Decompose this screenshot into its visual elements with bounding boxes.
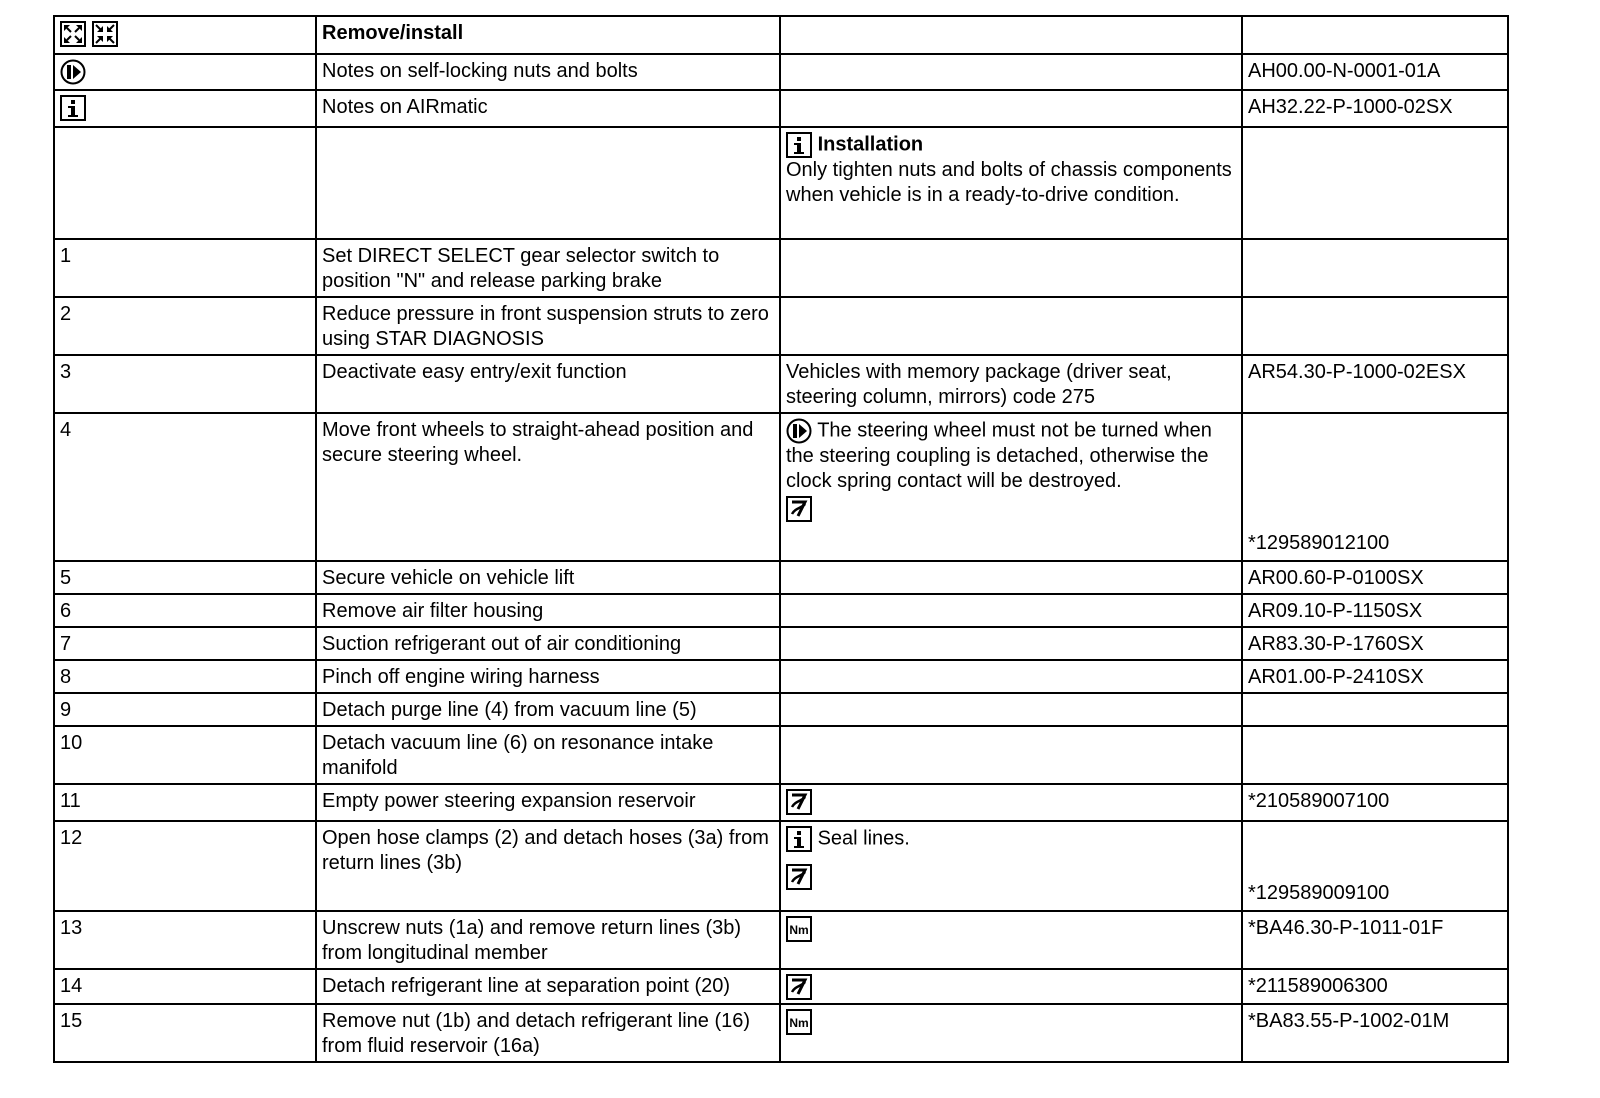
step-text: Detach refrigerant line at separation point (20) xyxy=(316,969,780,1004)
step-note: Seal lines. xyxy=(817,827,910,850)
note-row-self-locking xyxy=(54,54,1508,90)
step-note-cell xyxy=(780,784,1242,821)
note-text: Notes on AIRmatic xyxy=(316,90,780,127)
step-ref-link[interactable]: *211589006300 xyxy=(1242,969,1508,1004)
header-ref-cell xyxy=(1242,16,1508,54)
step-text: Detach purge line (4) from vacuum line (5) xyxy=(316,693,780,726)
step-ref-link[interactable]: AR09.10-P-1150SX xyxy=(1242,594,1508,627)
step-row-7 xyxy=(54,627,1508,660)
header-row xyxy=(54,16,1508,54)
procedure-table xyxy=(53,15,1509,1063)
step-row-1 xyxy=(54,239,1508,297)
step-number: 9 xyxy=(54,693,316,726)
step-ref-link[interactable]: *BA83.55-P-1002-01M xyxy=(1242,1004,1508,1062)
info-icon xyxy=(60,95,86,121)
step-text: Empty power steering expansion reservoir xyxy=(316,784,780,821)
step-number: 5 xyxy=(54,561,316,594)
step-text: Secure vehicle on vehicle lift xyxy=(316,561,780,594)
step-text: Suction refrigerant out of air conditioning xyxy=(316,627,780,660)
header-note-cell xyxy=(780,16,1242,54)
step-number: 2 xyxy=(54,297,316,355)
step-ref-cell xyxy=(1242,413,1508,561)
step-note-cell xyxy=(780,911,1242,969)
note-icon-cell xyxy=(54,54,316,90)
caution-circle-icon xyxy=(786,418,812,444)
step-number: 6 xyxy=(54,594,316,627)
step-ref-link[interactable]: AR00.60-P-0100SX xyxy=(1242,561,1508,594)
installation-title: Installation xyxy=(817,133,924,156)
step-row-15 xyxy=(54,1004,1508,1062)
note-row-airmatic xyxy=(54,90,1508,127)
step-note: The steering wheel must not be turned when the steering coupling is detached, otherwise the clock spring contact will be destroyed. xyxy=(786,419,1212,492)
step-ref-link[interactable]: AR54.30-P-1000-02ESX xyxy=(1242,355,1508,413)
torque-nm-icon[interactable] xyxy=(786,1009,812,1035)
step-row-5 xyxy=(54,561,1508,594)
caution-circle-icon xyxy=(60,59,86,85)
installation-note-row xyxy=(54,127,1508,239)
step-note: Vehicles with memory package (driver seat, steering column, mirrors) code 275 xyxy=(780,355,1242,413)
step-text: Detach vacuum line (6) on resonance intake manifold xyxy=(316,726,780,784)
step-row-11 xyxy=(54,784,1508,821)
info-icon xyxy=(786,132,812,158)
step-text: Set DIRECT SELECT gear selector switch to position "N" and release parking brake xyxy=(316,239,780,297)
step-text: Unscrew nuts (1a) and remove return lines (3b) from longitudinal member xyxy=(316,911,780,969)
step-number: 14 xyxy=(54,969,316,1004)
step-note-cell xyxy=(780,413,1242,561)
collapse-icon[interactable] xyxy=(92,21,118,47)
step-row-3 xyxy=(54,355,1508,413)
installation-text: Only tighten nuts and bolts of chassis components when vehicle is in a ready-to-drive condition. xyxy=(786,159,1232,206)
step-number: 12 xyxy=(54,821,316,911)
step-text: Open hose clamps (2) and detach hoses (3a) from return lines (3b) xyxy=(316,821,780,911)
step-row-10 xyxy=(54,726,1508,784)
step-number: 3 xyxy=(54,355,316,413)
torque-nm-icon[interactable] xyxy=(786,916,812,942)
step-number: 7 xyxy=(54,627,316,660)
step-number: 8 xyxy=(54,660,316,693)
step-ref-link[interactable]: AR01.00-P-2410SX xyxy=(1242,660,1508,693)
step-ref-cell xyxy=(1242,821,1508,911)
note-ref-link[interactable]: AH32.22-P-1000-02SX xyxy=(1242,90,1508,127)
special-tool-icon[interactable] xyxy=(786,496,812,522)
step-row-14 xyxy=(54,969,1508,1004)
step-ref-link[interactable]: *BA46.30-P-1011-01F xyxy=(1242,911,1508,969)
step-text: Move front wheels to straight-ahead position and secure steering wheel. xyxy=(316,413,780,561)
note-ref-link[interactable]: AH00.00-N-0001-01A xyxy=(1242,54,1508,90)
step-number: 13 xyxy=(54,911,316,969)
step-row-2 xyxy=(54,297,1508,355)
step-number: 15 xyxy=(54,1004,316,1062)
step-text: Remove nut (1b) and detach refrigerant line (16) from fluid reservoir (16a) xyxy=(316,1004,780,1062)
step-text: Deactivate easy entry/exit function xyxy=(316,355,780,413)
step-note-cell xyxy=(780,821,1242,911)
step-row-13 xyxy=(54,911,1508,969)
step-ref-link[interactable]: AR83.30-P-1760SX xyxy=(1242,627,1508,660)
step-ref-link[interactable]: *129589012100 xyxy=(1248,532,1390,554)
step-text: Pinch off engine wiring harness xyxy=(316,660,780,693)
step-row-8 xyxy=(54,660,1508,693)
special-tool-icon[interactable] xyxy=(786,974,812,1000)
step-ref-link[interactable]: *210589007100 xyxy=(1242,784,1508,821)
special-tool-icon[interactable] xyxy=(786,864,812,890)
step-row-4 xyxy=(54,413,1508,561)
step-text: Remove air filter housing xyxy=(316,594,780,627)
step-note-cell xyxy=(780,1004,1242,1062)
step-row-12 xyxy=(54,821,1508,911)
special-tool-icon[interactable] xyxy=(786,789,812,815)
note-detail-cell xyxy=(780,54,1242,90)
step-number: 1 xyxy=(54,239,316,297)
expand-icon[interactable] xyxy=(60,21,86,47)
installation-note-cell xyxy=(780,127,1242,239)
step-ref-link[interactable]: *129589009100 xyxy=(1248,882,1390,904)
step-number: 11 xyxy=(54,784,316,821)
step-note-cell xyxy=(780,969,1242,1004)
note-icon-cell xyxy=(54,90,316,127)
step-number: 4 xyxy=(54,413,316,561)
step-text: Reduce pressure in front suspension struts to zero using STAR DIAGNOSIS xyxy=(316,297,780,355)
header-title: Remove/install xyxy=(316,16,780,54)
step-row-9 xyxy=(54,693,1508,726)
note-detail-cell xyxy=(780,90,1242,127)
header-icons-cell xyxy=(54,16,316,54)
step-row-6 xyxy=(54,594,1508,627)
note-text: Notes on self-locking nuts and bolts xyxy=(316,54,780,90)
info-icon xyxy=(786,826,812,852)
step-number: 10 xyxy=(54,726,316,784)
